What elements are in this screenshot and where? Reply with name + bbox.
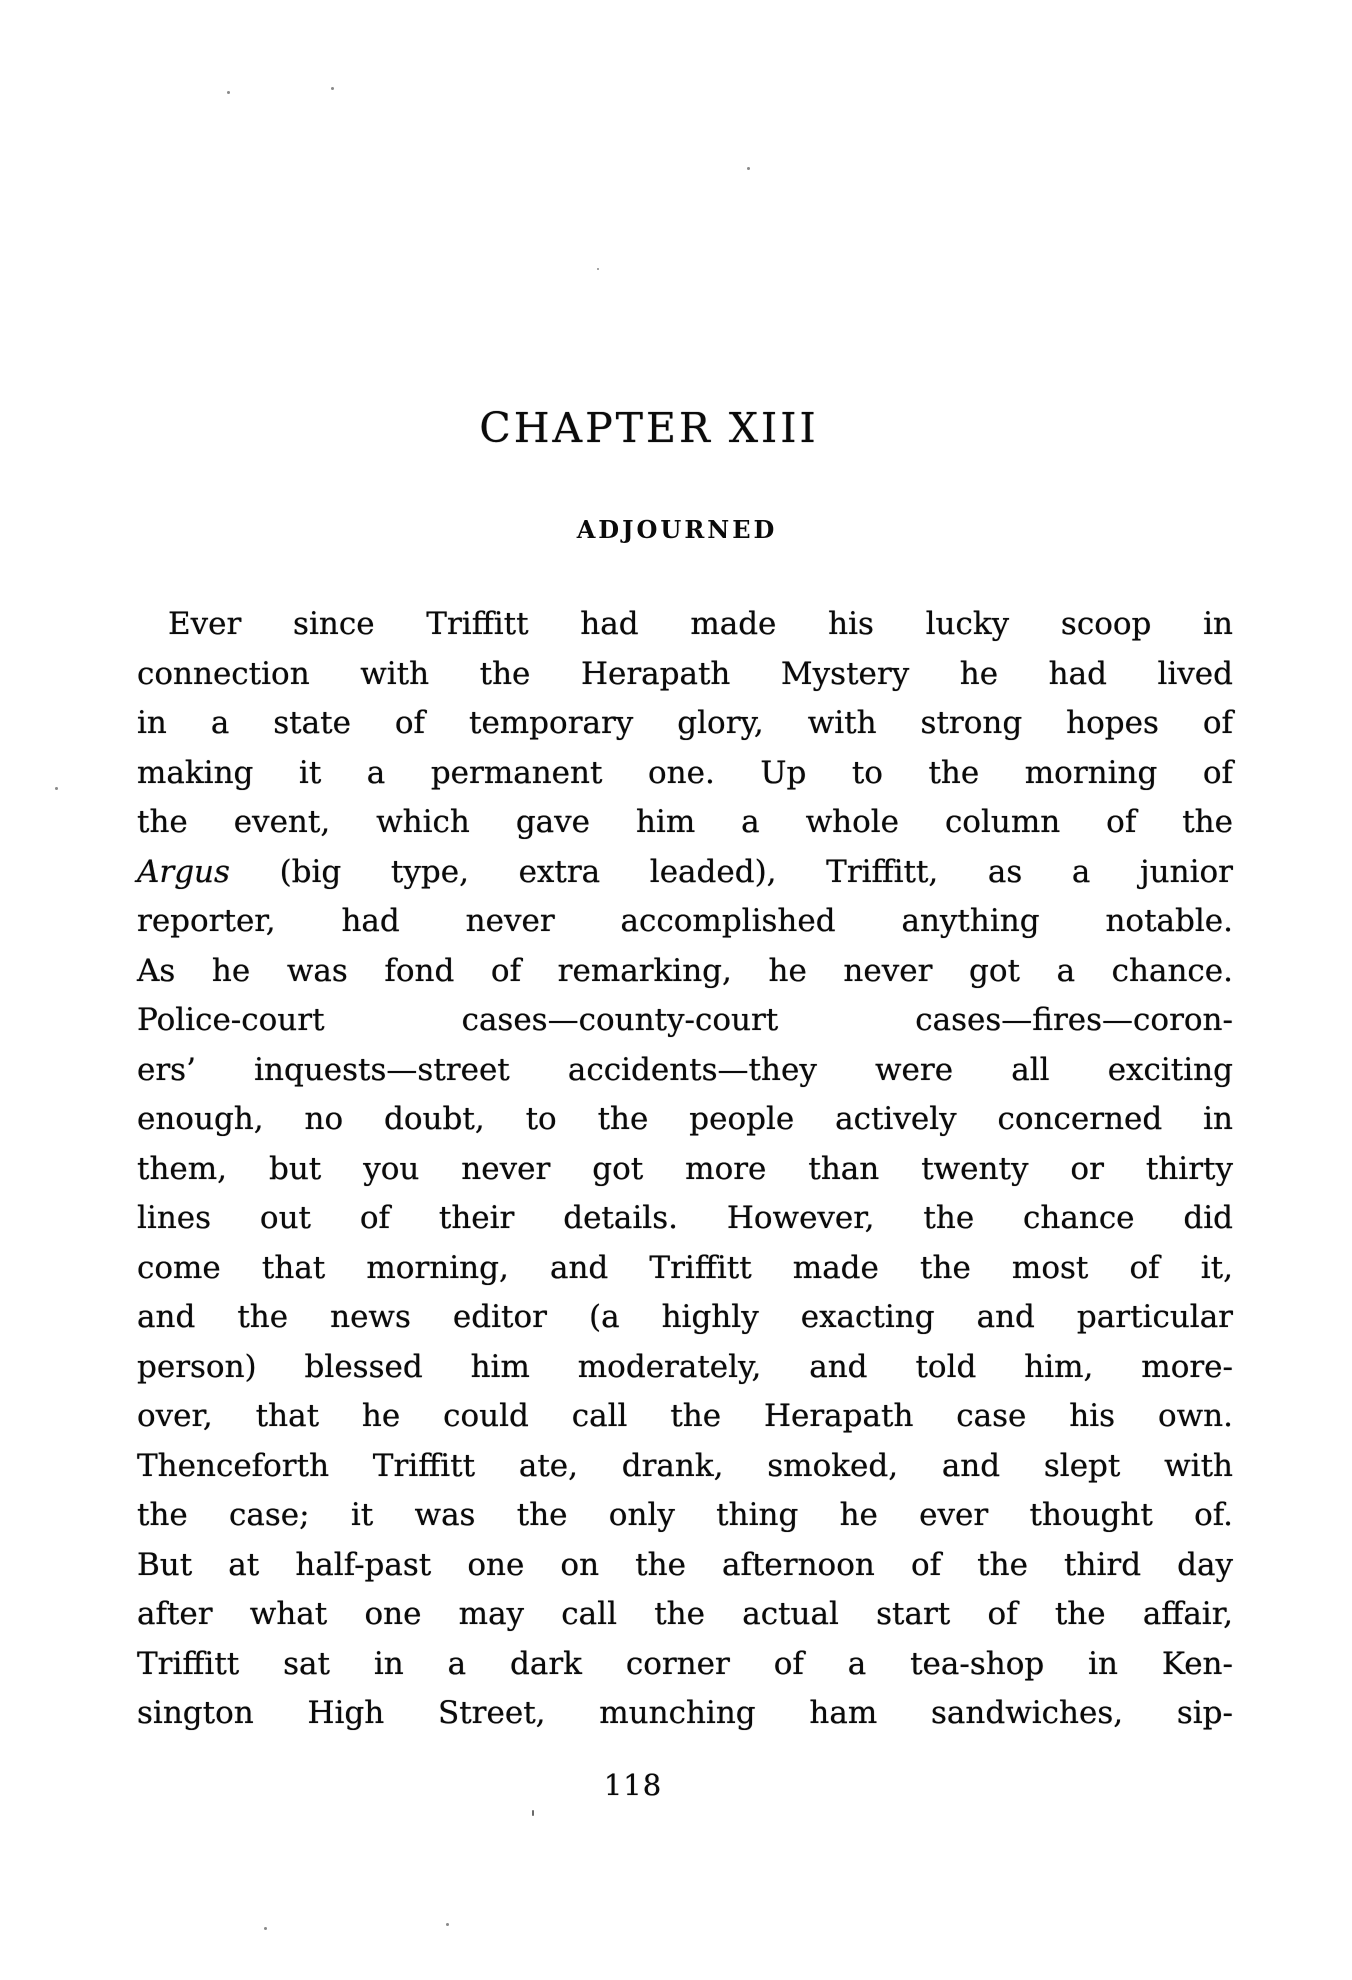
text-line: after what one may call the actual start of the affair, <box>137 1596 1233 1632</box>
text-line: enough, no doubt, to the people actively concerned in <box>137 1101 1233 1137</box>
text-line: Thenceforth Triffitt ate, drank, smoked, and slept with <box>137 1447 1233 1484</box>
text-line: As he was fond of remarking, he never got a chance. <box>137 952 1233 989</box>
scan-speck <box>532 1810 534 1816</box>
page-number: 118 <box>603 1768 663 1802</box>
text-line: and the news editor (a highly exacting and particular <box>137 1299 1233 1335</box>
scan-speck <box>331 87 334 90</box>
text-line: Ever since Triffitt had made his lucky scoop in <box>168 606 1233 642</box>
text-line: come that morning, and Triffitt made the most of it, <box>137 1249 1233 1286</box>
text-line: connection with the Herapath Mystery he had lived <box>137 655 1233 692</box>
text-line: reporter, had never accomplished anything notable. <box>137 903 1233 939</box>
italic-word: Argus <box>137 853 230 890</box>
text-line: But at half-past one on the afternoon of the third day <box>137 1546 1233 1583</box>
text-line: over, that he could call the Herapath case his own. <box>137 1398 1233 1434</box>
scan-speck <box>446 1923 449 1926</box>
text-line: lines out of their details. However, the chance did <box>137 1200 1233 1236</box>
text-line: them, but you never got more than twenty or thirty <box>137 1150 1233 1187</box>
text-segment: (big type, extra leaded), Triffitt, as a junior <box>279 853 1233 890</box>
text-line: Triffitt sat in a dark corner of a tea-shop in Ken- <box>137 1645 1233 1682</box>
text-line: ers’ inquests—street accidents—they were all exciting <box>137 1051 1233 1088</box>
text-line: making it a permanent one. Up to the morning of <box>137 754 1233 791</box>
text-line: in a state of temporary glory, with strong hopes of <box>137 705 1233 741</box>
scan-speck <box>55 787 58 790</box>
text-line: the case; it was the only thing he ever thought of. <box>137 1497 1233 1533</box>
body-text <box>137 600 1233 1739</box>
scan-speck <box>747 167 750 170</box>
text-line: the event, which gave him a whole column of the <box>137 804 1233 840</box>
scan-speck <box>264 1927 267 1930</box>
scan-speck <box>597 268 599 270</box>
chapter-heading: CHAPTER XIII <box>479 404 819 452</box>
scan-speck <box>227 91 230 94</box>
text-line <box>137 848 1233 898</box>
text-line: sington High Street, munching ham sandwiches, sip- <box>137 1695 1233 1731</box>
text-line: person) blessed him moderately, and told him, more- <box>137 1348 1233 1385</box>
section-heading: ADJOURNED <box>576 515 778 544</box>
text-line: Police-court cases—county-court cases—fires—coron- <box>137 1002 1233 1038</box>
